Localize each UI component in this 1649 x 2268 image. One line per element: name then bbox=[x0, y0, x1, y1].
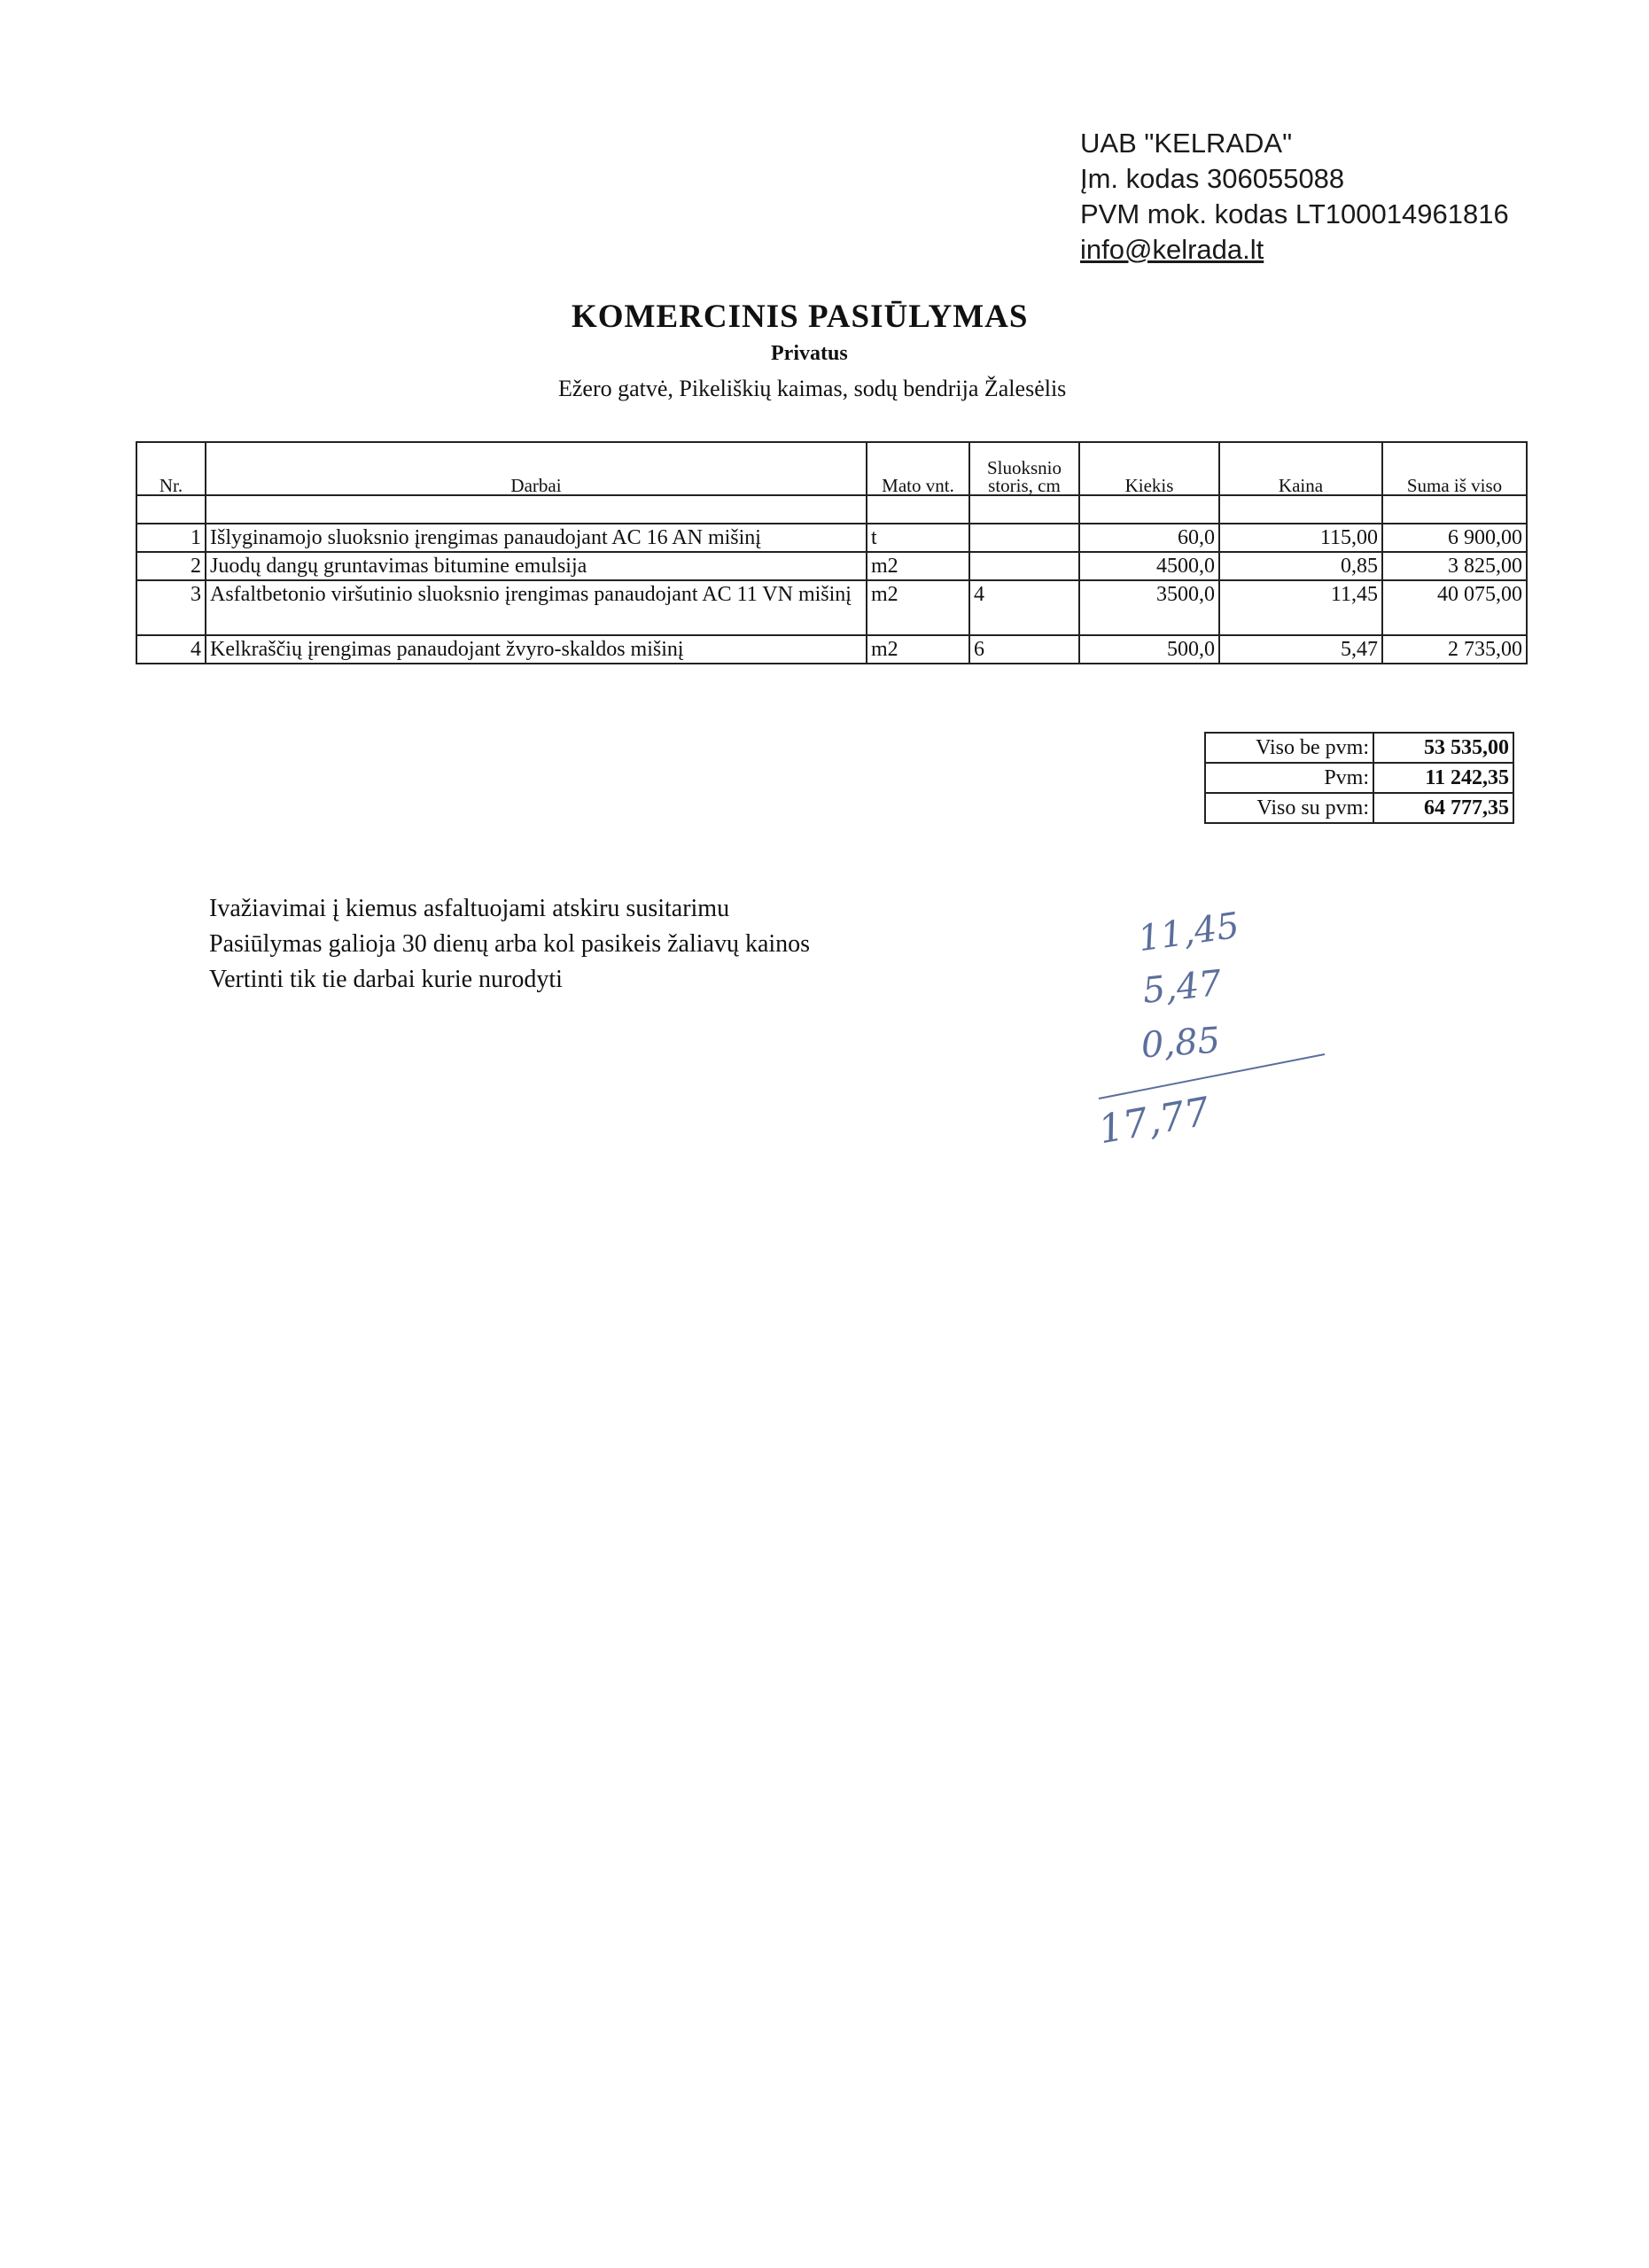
vat-label: Pvm: bbox=[1205, 763, 1373, 793]
header-suma: Suma iš viso bbox=[1382, 442, 1527, 495]
cell-qty: 4500,0 bbox=[1079, 552, 1219, 580]
table-spacer-row bbox=[136, 495, 1527, 524]
cell-price: 11,45 bbox=[1219, 580, 1382, 635]
company-info bbox=[1080, 126, 1509, 268]
cell-thickness bbox=[969, 552, 1079, 580]
cell-thickness: 4 bbox=[969, 580, 1079, 635]
header-nr: Nr. bbox=[136, 442, 206, 495]
cell-sum: 3 825,00 bbox=[1382, 552, 1527, 580]
cell-sum: 2 735,00 bbox=[1382, 635, 1527, 664]
cell-nr: 3 bbox=[136, 580, 206, 635]
cell-work: Asfaltbetonio viršutinio sluoksnio įrengimas panaudojant AC 11 VN mišinį bbox=[206, 580, 867, 635]
company-vat: PVM mok. kodas LT100014961816 bbox=[1080, 198, 1509, 229]
cell-qty: 3500,0 bbox=[1079, 580, 1219, 635]
table-row bbox=[136, 552, 1527, 580]
with-vat-value: 64 777,35 bbox=[1373, 793, 1513, 823]
table-row bbox=[136, 524, 1527, 552]
header-darbai: Darbai bbox=[206, 442, 867, 495]
note-line: Vertinti tik tie darbai kurie nurodyti bbox=[209, 966, 563, 993]
cell-work: Kelkraščių įrengimas panaudojant žvyro-skaldos mišinį bbox=[206, 635, 867, 664]
handwritten-value: 5,47 bbox=[1140, 962, 1224, 1012]
note-line: Pasiūlymas galioja 30 dienų arba kol pasikeis žaliavų kainos bbox=[209, 930, 811, 958]
handwritten-value: 11,45 bbox=[1135, 905, 1242, 960]
cell-nr: 4 bbox=[136, 635, 206, 664]
cell-unit: m2 bbox=[867, 635, 969, 664]
handwritten-value: 17,77 bbox=[1094, 1089, 1213, 1153]
cell-qty: 500,0 bbox=[1079, 635, 1219, 664]
cell-unit: t bbox=[867, 524, 969, 552]
works-table bbox=[136, 441, 1528, 664]
cell-price: 5,47 bbox=[1219, 635, 1382, 664]
header-kiekis: Kiekis bbox=[1079, 442, 1219, 495]
cell-price: 0,85 bbox=[1219, 552, 1382, 580]
without-vat-label: Viso be pvm: bbox=[1205, 733, 1373, 763]
company-code: Įm. kodas 306055088 bbox=[1080, 163, 1345, 194]
totals-table bbox=[1204, 732, 1514, 824]
cell-qty: 60,0 bbox=[1079, 524, 1219, 552]
cell-nr: 2 bbox=[136, 552, 206, 580]
cell-sum: 6 900,00 bbox=[1382, 524, 1527, 552]
vat-value: 11 242,35 bbox=[1373, 763, 1513, 793]
with-vat-label: Viso su pvm: bbox=[1205, 793, 1373, 823]
header-storis: Sluoksnio storis, cm bbox=[969, 442, 1079, 495]
document-title: KOMERCINIS PASIŪLYMAS bbox=[572, 299, 1029, 335]
cell-work: Išlyginamojo sluoksnio įrengimas panaudojant AC 16 AN mišinį bbox=[206, 524, 867, 552]
totals-row bbox=[1205, 763, 1513, 793]
note-line: Ivažiavimai į kiemus asfaltuojami atskiru susitarimu bbox=[209, 895, 730, 922]
cell-thickness: 6 bbox=[969, 635, 1079, 664]
cell-price: 115,00 bbox=[1219, 524, 1382, 552]
table-header-row bbox=[136, 442, 1527, 495]
table-row bbox=[136, 580, 1527, 635]
header-mato: Mato vnt. bbox=[867, 442, 969, 495]
handwritten-notes bbox=[1090, 904, 1356, 1169]
company-email-link[interactable]: info@kelrada.lt bbox=[1080, 234, 1264, 265]
company-name: UAB "KELRADA" bbox=[1080, 128, 1293, 159]
cell-unit: m2 bbox=[867, 552, 969, 580]
cell-work: Juodų dangų gruntavimas bitumine emulsija bbox=[206, 552, 867, 580]
totals-row bbox=[1205, 733, 1513, 763]
header-kaina: Kaina bbox=[1219, 442, 1382, 495]
address-line: Ežero gatvė, Pikeliškių kaimas, sodų bendrija Žalesėlis bbox=[558, 376, 1067, 401]
cell-sum: 40 075,00 bbox=[1382, 580, 1527, 635]
cell-unit: m2 bbox=[867, 580, 969, 635]
cell-nr: 1 bbox=[136, 524, 206, 552]
client-label: Privatus bbox=[771, 342, 848, 365]
cell-thickness bbox=[969, 524, 1079, 552]
without-vat-value: 53 535,00 bbox=[1373, 733, 1513, 763]
table-row bbox=[136, 635, 1527, 664]
handwritten-value: 0,85 bbox=[1140, 1020, 1222, 1067]
notes-section bbox=[209, 891, 810, 998]
totals-row bbox=[1205, 793, 1513, 823]
